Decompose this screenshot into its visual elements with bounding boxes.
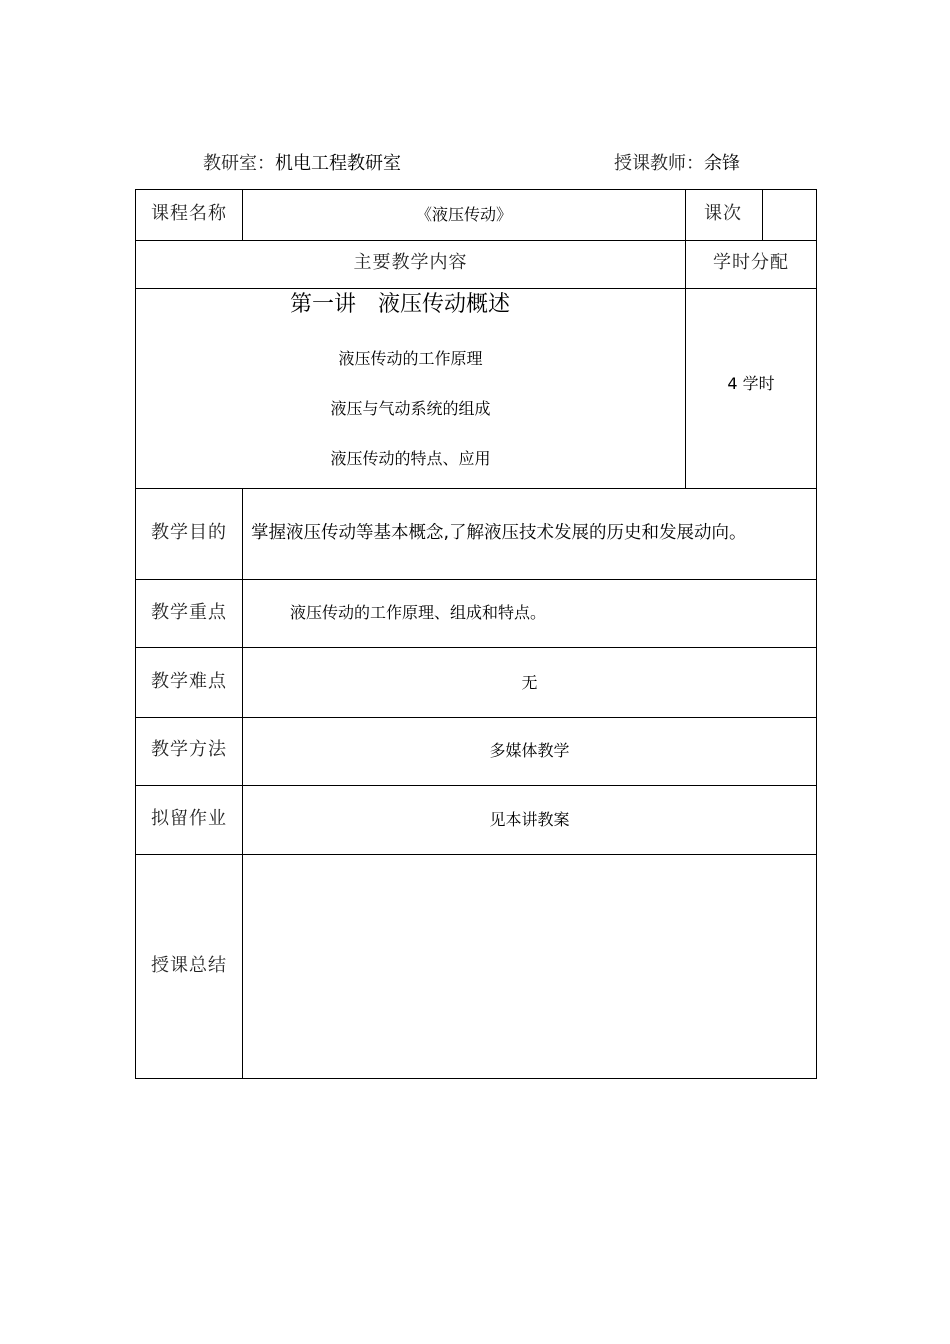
difficulties-label: 教学难点 — [151, 671, 227, 692]
department-header — [203, 152, 401, 176]
column-divider — [242, 488, 243, 1079]
teacher-value: 余锋 — [704, 153, 740, 174]
lecture-title: 第一讲 液压传动概述 — [290, 292, 511, 317]
row-divider — [135, 854, 817, 855]
objective-label: 教学目的 — [151, 522, 227, 543]
course-name-value: 《液压传动》 — [415, 205, 512, 224]
session-label: 课次 — [704, 203, 742, 224]
teacher-header — [614, 152, 740, 176]
row-divider — [135, 785, 817, 786]
hours-header: 学时分配 — [713, 252, 789, 273]
teacher-label: 授课教师： — [614, 153, 704, 174]
table-border-right — [816, 189, 817, 1079]
table-border-bottom — [135, 1078, 817, 1079]
department-label: 教研室： — [203, 153, 275, 174]
table-border-top — [135, 189, 817, 190]
key-points-label: 教学重点 — [151, 602, 227, 623]
course-name-label: 课程名称 — [151, 203, 227, 224]
row-divider — [135, 717, 817, 718]
table-border-left — [135, 189, 136, 1079]
method-value: 多媒体教学 — [489, 741, 570, 760]
row-divider — [135, 647, 817, 648]
row-divider — [135, 288, 817, 289]
summary-label: 授课总结 — [151, 955, 227, 976]
lecture-topic: 液压与气动系统的组成 — [330, 399, 491, 418]
content-header: 主要教学内容 — [353, 252, 468, 273]
key-points-value: 液压传动的工作原理、组成和特点。 — [290, 603, 547, 622]
row-divider — [135, 240, 817, 241]
department-value: 机电工程教研室 — [275, 153, 401, 174]
homework-value: 见本讲教案 — [489, 810, 570, 829]
column-divider — [762, 189, 763, 241]
row-divider — [135, 488, 817, 489]
lecture-topic: 液压传动的特点、应用 — [330, 449, 491, 468]
column-divider — [685, 189, 686, 489]
lecture-hours: 4 学时 — [727, 374, 775, 393]
difficulties-value: 无 — [521, 673, 538, 692]
objective-value: 掌握液压传动等基本概念,了解液压技术发展的历史和发展动向。 — [251, 523, 747, 543]
row-divider — [135, 579, 817, 580]
method-label: 教学方法 — [151, 739, 227, 760]
lecture-topic: 液压传动的工作原理 — [338, 349, 483, 368]
homework-label: 拟留作业 — [151, 808, 227, 829]
